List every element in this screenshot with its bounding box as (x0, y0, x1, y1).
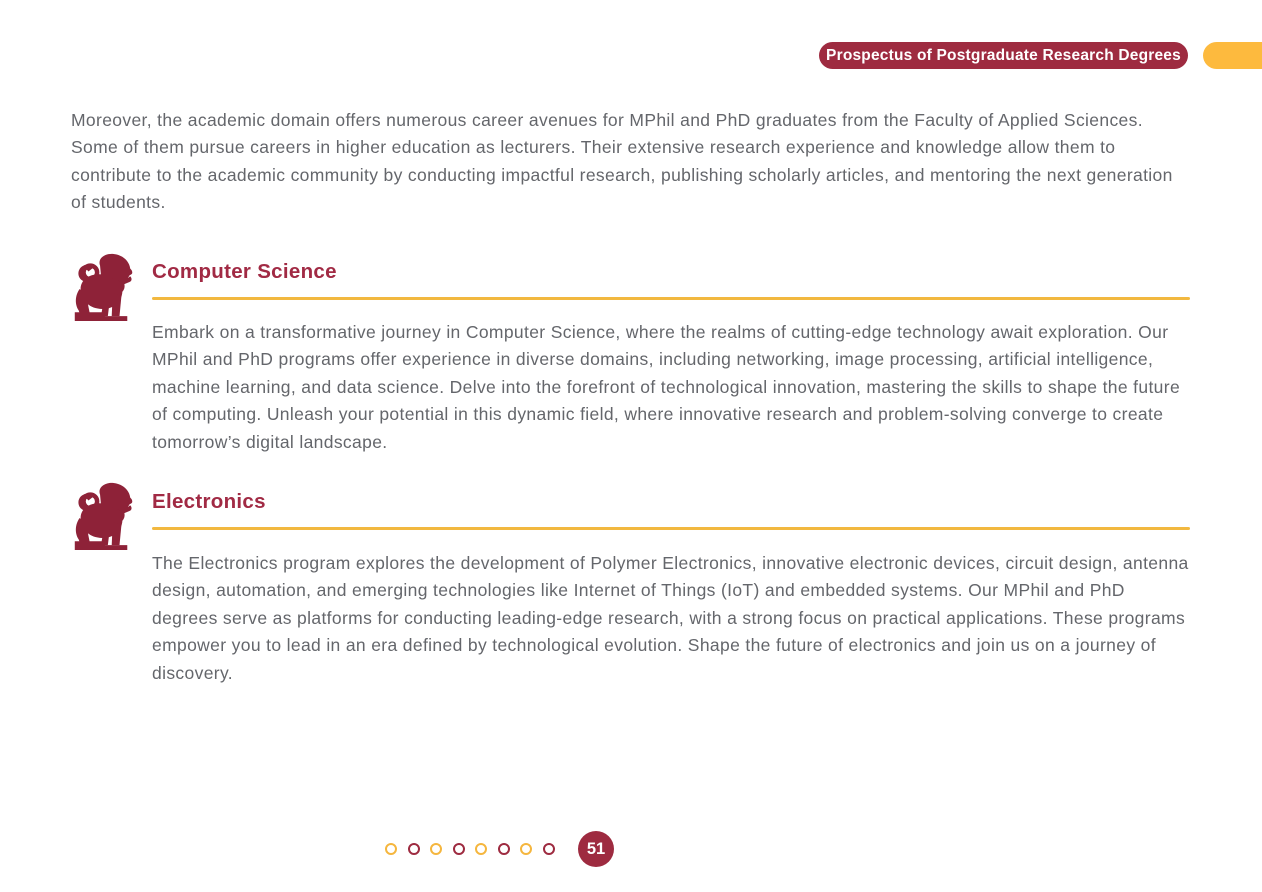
section-underline (152, 527, 1190, 530)
pagination-dot[interactable] (385, 843, 397, 855)
page-number: 51 (586, 839, 606, 858)
pagination-dot[interactable] (453, 843, 465, 855)
pagination-dot[interactable] (543, 843, 555, 855)
pagination-dot[interactable] (520, 843, 532, 855)
pagination-dot[interactable] (498, 843, 510, 855)
section-body-computer-science: Embark on a transformative journey in Computer Science, where the realms of cutting-edge technology await exploration. Our MPhil and PhD programs offer experience in diverse domains, including networking, image processing, artificial intelligence, machine learning, and data science. Delve into the forefront of technological innovation, mastering the skills to shape the future of computing. Unleash your potential in this dynamic field, where innovative research and problem-solving converge to create tomorrow’s digital landscape. (152, 322, 1181, 452)
current-page-badge[interactable] (578, 831, 614, 867)
header-accent-pill (1203, 42, 1262, 69)
pagination-dot[interactable] (408, 843, 420, 855)
section-title-electronics: Electronics (152, 490, 266, 513)
pagination-dot[interactable] (475, 843, 487, 855)
section-title-computer-science: Computer Science (152, 260, 337, 283)
header-title-label: Prospectus of Postgraduate Research Degrees (826, 46, 1181, 64)
intro-paragraph: Moreover, the academic domain offers numerous career avenues for MPhil and PhD graduates from the Faculty of Applied Sciences. Some of them pursue careers in higher education as lecturers. Their extensive research experience and knowledge allow them to contribute to the academic community by conducting impactful research, publishing scholarly articles, and mentoring the next generation of students. (71, 110, 1173, 213)
section-body-electronics: The Electronics program explores the development of Polymer Electronics, innovative electronic devices, circuit design, antenna design, automation, and emerging technologies like Internet of Things (IoT) and embedded systems. Our MPhil and PhD degrees serve as platforms for conducting leading-edge research, with a strong focus on practical applications. These programs empower you to lead in an era defined by technological evolution. Shape the future of electronics and join us on a journey of discovery. (152, 553, 1189, 683)
pagination (385, 831, 614, 867)
pagination-dot[interactable] (430, 843, 442, 855)
section-underline (152, 297, 1190, 300)
header-title-badge (819, 42, 1188, 69)
lion-emblem-icon (69, 481, 135, 551)
lion-emblem-icon (69, 252, 135, 322)
